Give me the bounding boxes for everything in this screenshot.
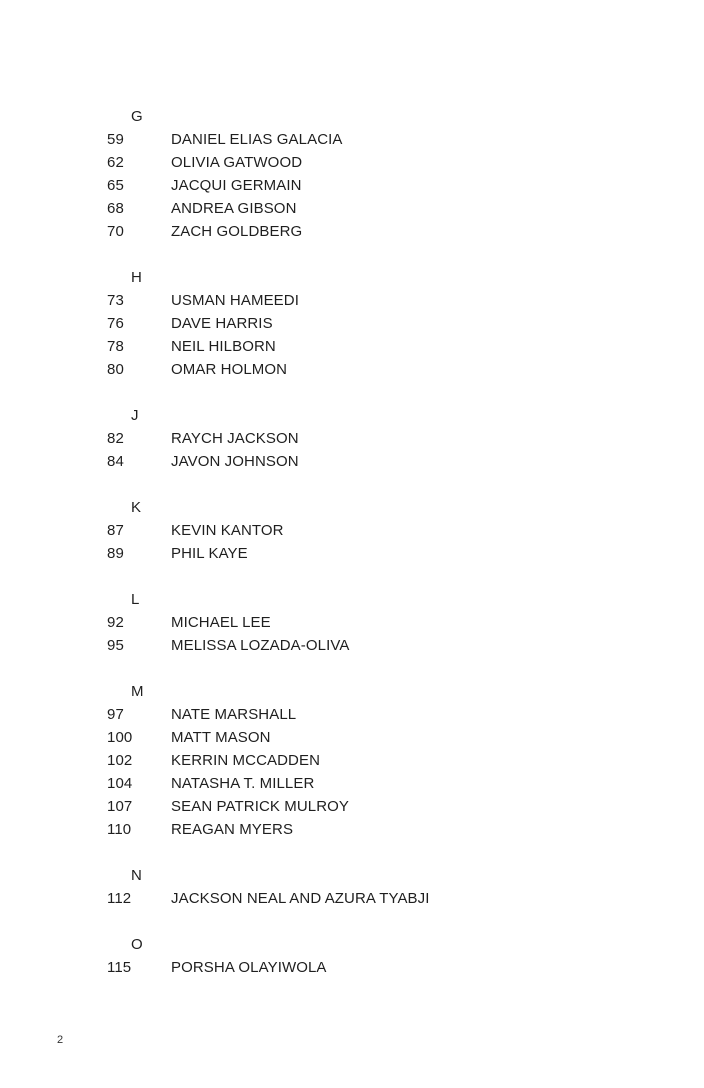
index-entry	[107, 174, 627, 197]
index-section-o	[107, 933, 627, 979]
index-entry	[107, 818, 627, 841]
page-number: 2	[57, 1034, 64, 1046]
index-entry	[107, 128, 627, 151]
entry-author-name: NEIL HILBORN	[171, 338, 276, 355]
entry-author-name: MATT MASON	[171, 729, 271, 746]
entry-page-number: 112	[107, 890, 132, 907]
entry-page-number: 110	[107, 821, 132, 838]
index-entry	[107, 795, 627, 818]
entry-author-name: ZACH GOLDBERG	[171, 223, 303, 240]
entry-page-number: 89	[107, 545, 124, 562]
entry-author-name: JACKSON NEAL AND AZURA TYABJI	[171, 890, 430, 907]
entry-page-number: 59	[107, 131, 124, 148]
entry-page-number: 107	[107, 798, 133, 815]
index-entry	[107, 542, 627, 565]
entry-author-name: DAVE HARRIS	[171, 315, 273, 332]
index-section-k	[107, 496, 627, 565]
entry-page-number: 115	[107, 959, 132, 976]
entry-author-name: PORSHA OLAYIWOLA	[171, 959, 327, 976]
section-letter: K	[131, 499, 142, 516]
index-entry	[107, 312, 627, 335]
entry-page-number: 84	[107, 453, 124, 470]
index-entry	[107, 197, 627, 220]
index-section-j	[107, 404, 627, 473]
entry-page-number: 87	[107, 522, 124, 539]
index-entry	[107, 220, 627, 243]
entry-page-number: 65	[107, 177, 124, 194]
index-entry	[107, 289, 627, 312]
entry-page-number: 100	[107, 729, 133, 746]
entry-author-name: JAVON JOHNSON	[171, 453, 299, 470]
index-entry	[107, 634, 627, 657]
index-entry	[107, 151, 627, 174]
section-letter: N	[131, 867, 143, 884]
entry-page-number: 70	[107, 223, 124, 240]
index-section-h	[107, 266, 627, 381]
entry-author-name: DANIEL ELIAS GALACIA	[171, 131, 343, 148]
index-entry	[107, 450, 627, 473]
entry-author-name: KERRIN MCCADDEN	[171, 752, 321, 769]
entry-author-name: NATASHA T. MILLER	[171, 775, 315, 792]
section-letter: M	[131, 683, 144, 700]
entry-page-number: 104	[107, 775, 133, 792]
entry-author-name: OLIVIA GATWOOD	[171, 154, 303, 171]
entry-author-name: MICHAEL LEE	[171, 614, 271, 631]
index-entry	[107, 335, 627, 358]
index-section-m	[107, 680, 627, 841]
entry-author-name: ANDREA GIBSON	[171, 200, 297, 217]
section-letter: H	[131, 269, 143, 286]
entry-page-number: 78	[107, 338, 124, 355]
entry-page-number: 92	[107, 614, 124, 631]
index-entry	[107, 611, 627, 634]
entry-page-number: 76	[107, 315, 124, 332]
entry-page-number: 80	[107, 361, 124, 378]
entry-page-number: 95	[107, 637, 124, 654]
entry-author-name: SEAN PATRICK MULROY	[171, 798, 350, 815]
section-letter: J	[131, 407, 139, 424]
index-entry	[107, 726, 627, 749]
section-letter: L	[131, 591, 140, 608]
entry-author-name: USMAN HAMEEDI	[171, 292, 299, 309]
entry-page-number: 82	[107, 430, 124, 447]
index-section-g	[107, 105, 627, 243]
index-entry	[107, 772, 627, 795]
entry-page-number: 73	[107, 292, 124, 309]
index-entry	[107, 427, 627, 450]
entry-page-number: 97	[107, 706, 124, 723]
index-entry	[107, 358, 627, 381]
index-section-l	[107, 588, 627, 657]
index-entry	[107, 749, 627, 772]
index-entry	[107, 887, 627, 910]
contents-index	[107, 105, 627, 979]
entry-author-name: OMAR HOLMON	[171, 361, 288, 378]
index-entry	[107, 956, 627, 979]
entry-author-name: PHIL KAYE	[171, 545, 248, 562]
section-letter: O	[131, 936, 143, 953]
entry-author-name: JACQUI GERMAIN	[171, 177, 302, 194]
entry-page-number: 102	[107, 752, 133, 769]
index-entry	[107, 519, 627, 542]
entry-page-number: 62	[107, 154, 124, 171]
index-section-n	[107, 864, 627, 910]
entry-author-name: NATE MARSHALL	[171, 706, 297, 723]
entry-page-number: 68	[107, 200, 124, 217]
entry-author-name: MELISSA LOZADA-OLIVA	[171, 637, 350, 654]
entry-author-name: KEVIN KANTOR	[171, 522, 284, 539]
entry-author-name: REAGAN MYERS	[171, 821, 294, 838]
index-entry	[107, 703, 627, 726]
entry-author-name: RAYCH JACKSON	[171, 430, 299, 447]
section-letter: G	[131, 108, 143, 125]
